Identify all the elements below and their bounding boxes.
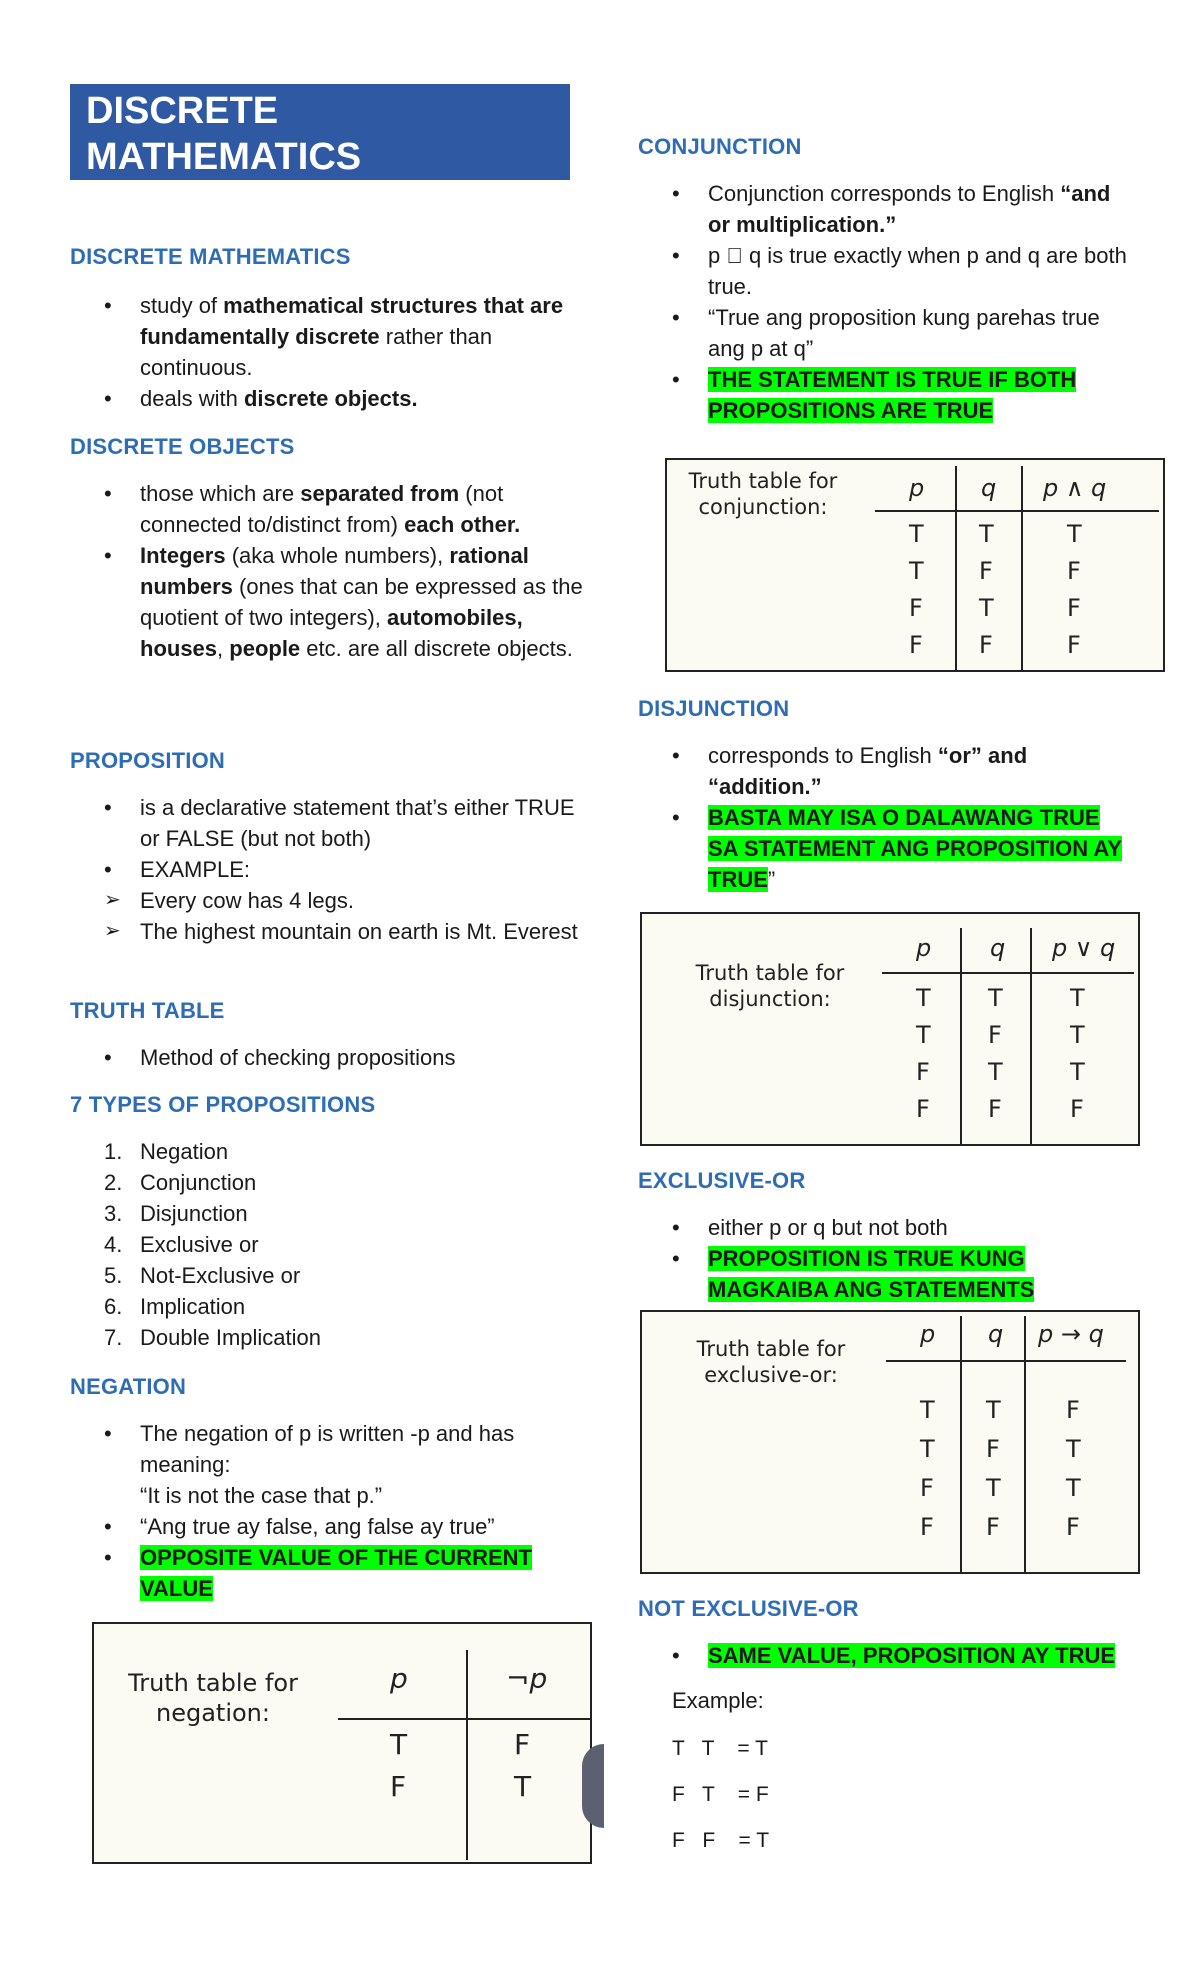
table-cell: F xyxy=(909,631,923,659)
heading-conjunction: CONJUNCTION xyxy=(638,134,802,159)
table-cell: F xyxy=(1066,1396,1080,1424)
table-header: p ∧ q xyxy=(1043,474,1107,502)
negation-list xyxy=(70,1418,590,1604)
table-rule xyxy=(886,1360,1126,1362)
list-item: • corresponds to English “or” and “addition.” xyxy=(638,740,1138,802)
table-cell: T xyxy=(909,557,924,585)
table-cell: F xyxy=(514,1728,531,1761)
heading-disjunction: DISJUNCTION xyxy=(638,696,790,721)
table-divider xyxy=(466,1650,468,1860)
table-cell: T xyxy=(909,520,924,548)
negation-truth-table xyxy=(92,1622,592,1864)
table-header: q xyxy=(981,474,997,502)
list-item: • Conjunction corresponds to English “and or multiplication.” xyxy=(638,178,1138,240)
list-item: • SAME VALUE, PROPOSITION AY TRUE xyxy=(638,1640,1138,1671)
list-item: 1. Negation xyxy=(104,1139,229,1164)
table-cell: T xyxy=(1070,984,1085,1012)
list-item: • p ⃞ q is true exactly when p and q are both true. xyxy=(638,240,1138,302)
table-caption: Truth table for exclusive-or: xyxy=(696,1337,846,1387)
table-caption: Truth table for conjunction: xyxy=(688,469,838,519)
heading-types-of-propositions: 7 TYPES OF PROPOSITIONS xyxy=(70,1092,376,1117)
heading-negation: NEGATION xyxy=(70,1374,187,1399)
example-item: ➢ The highest mountain on earth is Mt. Everest xyxy=(70,916,590,947)
table-divider xyxy=(955,466,957,670)
table-cell: F xyxy=(1066,1513,1080,1541)
table-header: p ∨ q xyxy=(1052,934,1116,962)
list-item: 5. Not-Exclusive or xyxy=(104,1263,301,1288)
table-cell: F xyxy=(1067,631,1081,659)
table-cell: T xyxy=(979,520,994,548)
table-header: p xyxy=(916,934,932,962)
list-item: 4. Exclusive or xyxy=(104,1232,259,1257)
table-header: q xyxy=(988,1320,1004,1348)
conjunction-truth-table xyxy=(665,458,1165,672)
example-item: ➢ Every cow has 4 legs. xyxy=(70,885,590,916)
table-caption: Truth table for disjunction: xyxy=(695,961,845,1011)
discrete-math-list xyxy=(70,290,590,414)
table-rule xyxy=(882,972,1134,974)
list-item: • The negation of p is written -p and has meaning: “It is not the case that p.” xyxy=(70,1418,590,1511)
list-item: • study of mathematical structures that are fundamentally discrete rather than continuous. xyxy=(70,290,590,383)
title-line-2: REVIEWER xyxy=(86,182,289,224)
table-cell: T xyxy=(979,594,994,622)
table-header: p xyxy=(909,474,925,502)
list-item: • deals with discrete objects. xyxy=(70,383,590,414)
heading-not-exclusive-or: NOT EXCLUSIVE-OR xyxy=(638,1596,859,1621)
table-cell: F xyxy=(988,1095,1002,1123)
example-label: Example: xyxy=(672,1688,764,1713)
table-cell: F xyxy=(1067,594,1081,622)
table-cell: T xyxy=(1070,1021,1085,1049)
table-cell: T xyxy=(988,984,1003,1012)
table-cell: F xyxy=(916,1095,930,1123)
table-header: p → q xyxy=(1038,1320,1104,1348)
table-cell: F xyxy=(979,631,993,659)
heading-discrete-objects: DISCRETE OBJECTS xyxy=(70,434,295,459)
list-item: • PROPOSITION IS TRUE KUNG MAGKAIBA ANG STATEMENTS xyxy=(638,1243,1138,1305)
exclusive-or-list xyxy=(638,1212,1138,1305)
conjunction-list xyxy=(638,178,1138,426)
table-rule xyxy=(875,510,1159,512)
table-cell: F xyxy=(1070,1095,1084,1123)
heading-proposition: PROPOSITION xyxy=(70,748,225,773)
example-line: F T = F xyxy=(672,1783,769,1806)
table-cell: F xyxy=(979,557,993,585)
table-header-p: p xyxy=(390,1662,408,1695)
table-cell: F xyxy=(988,1021,1002,1049)
heading-exclusive-or: EXCLUSIVE-OR xyxy=(638,1168,806,1193)
table-divider xyxy=(960,1316,962,1572)
list-item: 7. Double Implication xyxy=(104,1325,321,1350)
table-cell: F xyxy=(1067,557,1081,585)
table-divider xyxy=(1030,928,1032,1144)
discrete-objects-list xyxy=(70,478,590,664)
table-divider xyxy=(1024,1316,1026,1572)
table-cell: T xyxy=(920,1396,935,1424)
proposition-list xyxy=(70,792,590,947)
table-cell: F xyxy=(909,594,923,622)
list-item: • THE STATEMENT IS TRUE IF BOTH PROPOSITIONS ARE TRUE xyxy=(638,364,1138,426)
table-cell: T xyxy=(1070,1058,1085,1086)
title-line-1: DISCRETE MATHEMATICS xyxy=(86,90,362,178)
list-item: • Integers (aka whole numbers), rational numbers (ones that can be expressed as the quotient of two integers), automobiles, houses, people etc. are all discrete objects. xyxy=(70,540,590,664)
list-item: • OPPOSITE VALUE OF THE CURRENT VALUE xyxy=(70,1542,590,1604)
disjunction-truth-table xyxy=(640,912,1140,1146)
table-header-not-p: ¬p xyxy=(506,1662,548,1695)
table-cell: T xyxy=(1067,520,1082,548)
truth-table-list xyxy=(70,1042,590,1073)
disjunction-list xyxy=(638,740,1138,895)
table-cell: T xyxy=(514,1770,532,1803)
table-cell: F xyxy=(920,1513,934,1541)
list-item: • either p or q but not both xyxy=(638,1212,1138,1243)
table-cell: T xyxy=(920,1435,935,1463)
table-cell: F xyxy=(916,1058,930,1086)
table-cell: F xyxy=(986,1435,1000,1463)
list-item: • Method of checking propositions xyxy=(70,1042,590,1073)
not-exclusive-or-list xyxy=(638,1640,1138,1671)
example-line: F F = T xyxy=(672,1829,770,1852)
exclusive-or-truth-table xyxy=(640,1310,1140,1574)
decorative-shape xyxy=(582,1744,604,1828)
table-divider xyxy=(960,928,962,1144)
table-header: q xyxy=(990,934,1006,962)
list-item: 6. Implication xyxy=(104,1294,246,1319)
table-cell: F xyxy=(986,1513,1000,1541)
table-cell: T xyxy=(1066,1474,1081,1502)
heading-truth-table: TRUTH TABLE xyxy=(70,998,225,1023)
list-item: • “Ang true ay false, ang false ay true” xyxy=(70,1511,590,1542)
list-item: 3. Disjunction xyxy=(104,1201,248,1226)
table-divider xyxy=(1021,466,1023,670)
list-item: • those which are separated from (not connected to/distinct from) each other. xyxy=(70,478,590,540)
types-list xyxy=(70,1136,590,1353)
document-title xyxy=(70,84,570,224)
list-item: • BASTA MAY ISA O DALAWANG TRUE SA STATEMENT ANG PROPOSITION AY TRUE” xyxy=(638,802,1138,895)
table-cell: T xyxy=(986,1396,1001,1424)
table-cell: F xyxy=(390,1770,407,1803)
table-cell: T xyxy=(988,1058,1003,1086)
table-rule xyxy=(338,1718,592,1720)
table-cell: T xyxy=(986,1474,1001,1502)
list-item: • is a declarative statement that’s either TRUE or FALSE (but not both) xyxy=(70,792,590,854)
example-line: T T = T xyxy=(672,1737,768,1760)
list-item: • EXAMPLE: xyxy=(70,854,590,885)
table-cell: T xyxy=(1066,1435,1081,1463)
table-cell: T xyxy=(390,1728,408,1761)
list-item: • “True ang proposition kung parehas true ang p at q” xyxy=(638,302,1138,364)
list-item: 2. Conjunction xyxy=(104,1170,257,1195)
heading-discrete-mathematics: DISCRETE MATHEMATICS xyxy=(70,244,351,269)
table-caption: Truth table for negation: xyxy=(128,1669,298,1727)
table-cell: T xyxy=(916,984,931,1012)
table-header: p xyxy=(920,1320,936,1348)
table-cell: F xyxy=(920,1474,934,1502)
table-cell: T xyxy=(916,1021,931,1049)
